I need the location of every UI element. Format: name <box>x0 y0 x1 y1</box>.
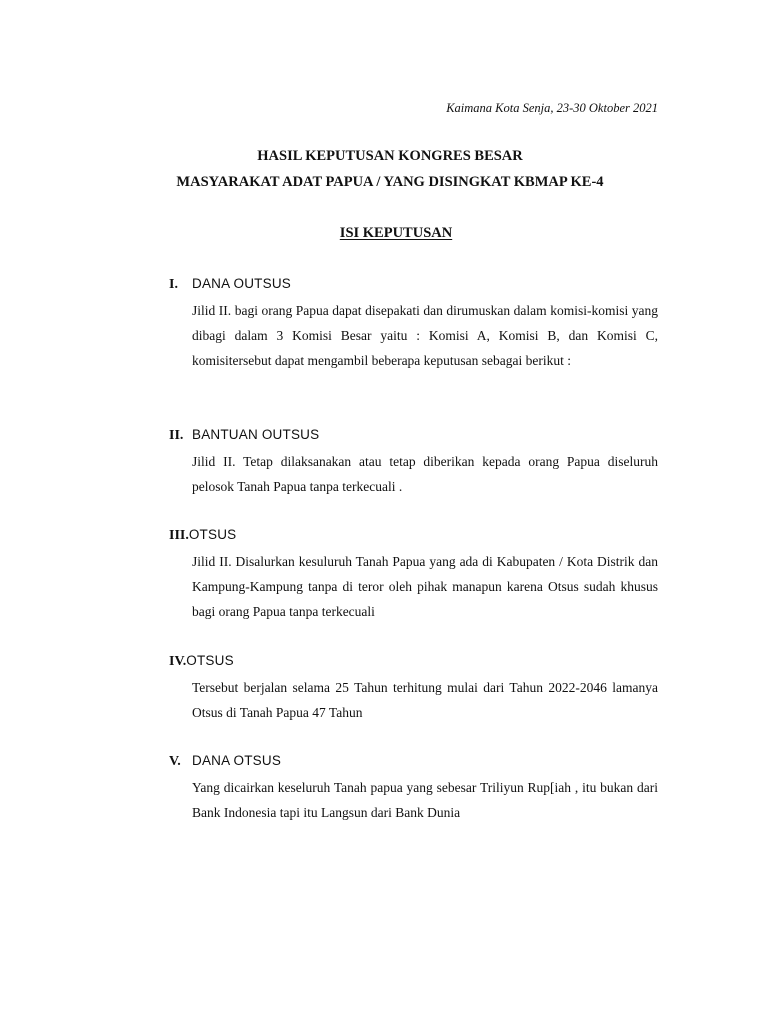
section-1 <box>169 273 659 374</box>
section-heading <box>169 273 659 295</box>
title-line-1: HASIL KEPUTUSAN KONGRES BESAR <box>257 148 523 164</box>
section-heading <box>169 650 659 672</box>
section-body: Jilid II. Disalurkan kesuluruh Tanah Papua yang ada di Kabupaten / Kota Distrik dan Kampung-Kampung tanpa di teror oleh pihak manapun karena Otsus sudah khusus bagi orang Papua tanpa terkecuali <box>192 554 658 620</box>
section-numeral: II. <box>169 428 184 443</box>
section-4 <box>169 650 659 725</box>
section-numeral: III. <box>169 528 189 543</box>
section-3 <box>169 524 659 625</box>
section-heading <box>169 524 659 546</box>
title-line-2: MASYARAKAT ADAT PAPUA / YANG DISINGKAT KBMAP KE-4 <box>176 174 604 190</box>
subtitle-isi-keputusan: ISI KEPUTUSAN <box>339 225 453 241</box>
section-numeral: V. <box>169 754 181 769</box>
section-heading-text: OTSUS <box>186 653 234 668</box>
section-heading-text: OTSUS <box>188 527 237 542</box>
section-heading <box>169 750 659 772</box>
section-body: Jilid II. bagi orang Papua dapat disepakati dan dirumuskan dalam komisi-komisi yang dibagi dalam 3 Komisi Besar yaitu : Komisi A, Komisi B, dan Komisi C, komisitersebut dapat mengambil beberapa keputusan sebagai berikut : <box>192 303 658 369</box>
section-heading-text: DANA OTSUS <box>192 753 282 768</box>
section-numeral: I. <box>169 277 178 292</box>
section-2 <box>169 424 659 499</box>
section-5 <box>169 750 659 825</box>
section-numeral: IV. <box>169 654 187 669</box>
section-body: Jilid II. Tetap dilaksanakan atau tetap diberikan kepada orang Papua diseluruh pelosok Tanah Papua tanpa terkecuali . <box>192 454 658 495</box>
section-heading-text: BANTUAN OUTSUS <box>192 427 320 442</box>
section-heading <box>169 424 659 446</box>
section-heading-text: DANA OUTSUS <box>192 276 291 291</box>
section-body: Tersebut berjalan selama 25 Tahun terhitung mulai dari Tahun 2022-2046 lamanya Otsus di Tanah Papua 47 Tahun <box>192 680 658 721</box>
section-body: Yang dicairkan keseluruh Tanah papua yang sebesar Triliyun Rup[iah , itu bukan dari Bank Indonesia tapi itu Langsun dari Bank Dunia <box>192 780 658 821</box>
place-date: Kaimana Kota Senja, 23-30 Oktober 2021 <box>446 101 658 115</box>
